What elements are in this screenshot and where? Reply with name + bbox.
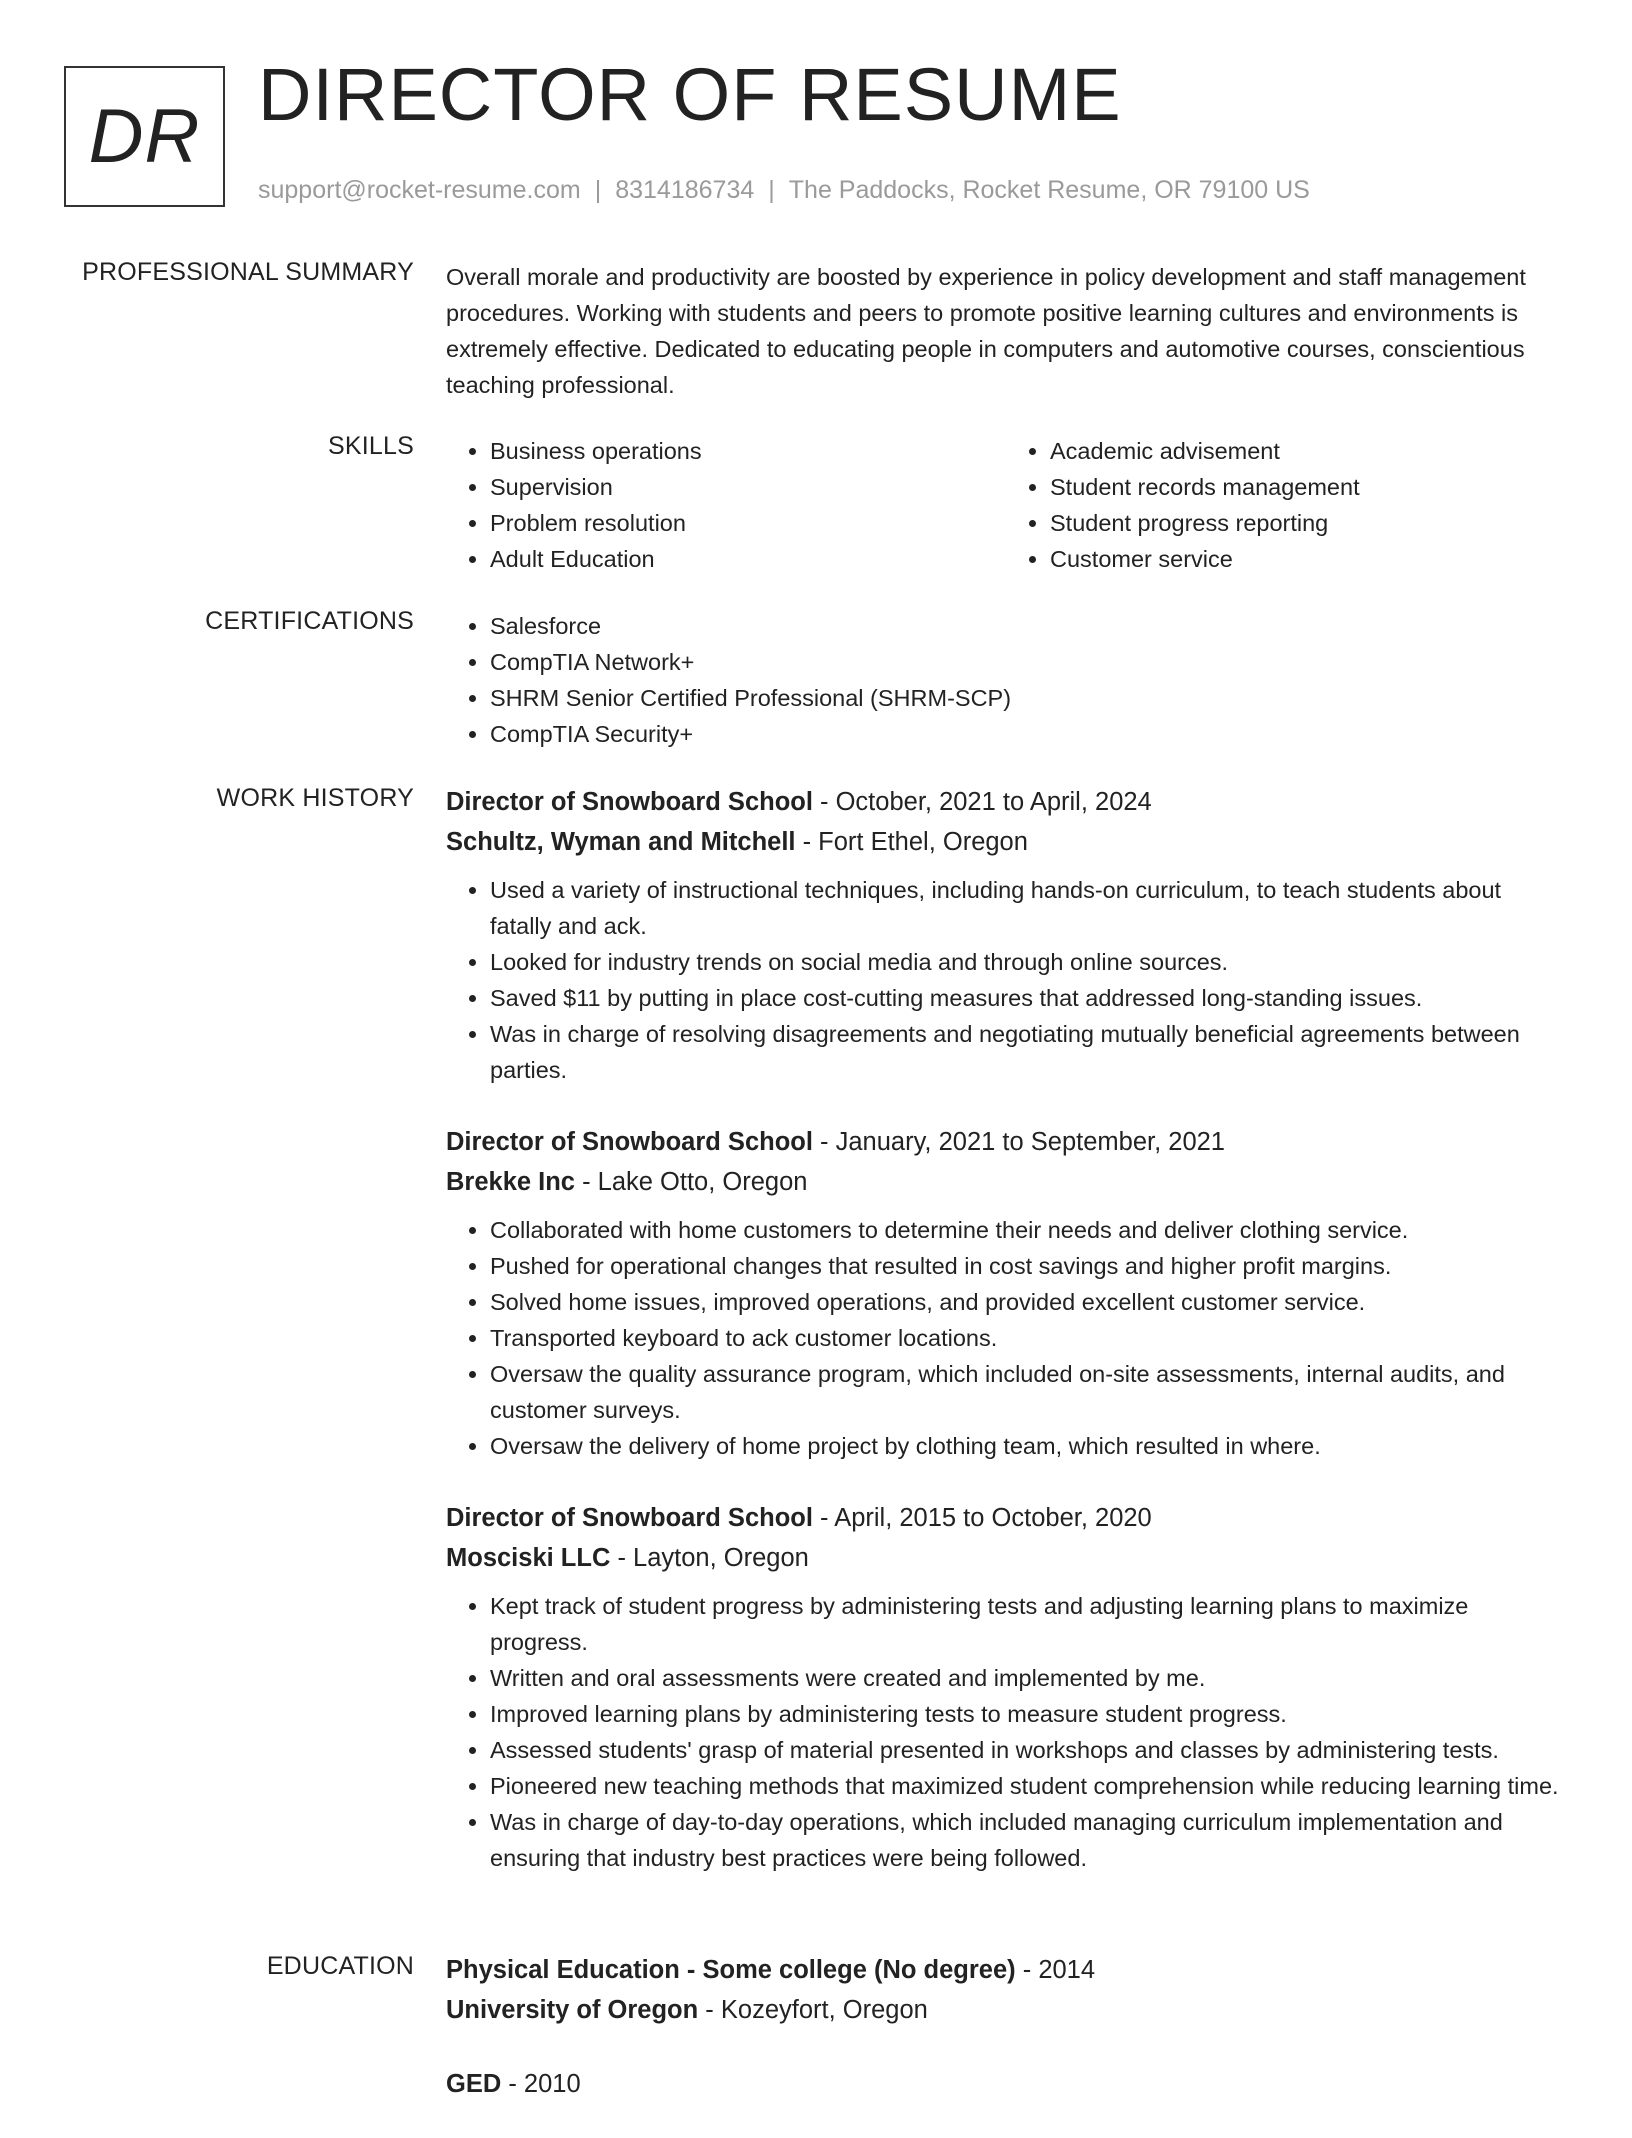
contact-address: The Paddocks, Rocket Resume, OR 79100 US — [788, 176, 1310, 204]
job-bullet: • Looked for industry trends on social media and through online sources. — [490, 944, 1566, 980]
certifications-list — [446, 608, 1566, 752]
education-school-line — [446, 1990, 1566, 2030]
contact-separator: | — [768, 176, 775, 204]
job-bullet: • Oversaw the quality assurance program, which included on-site assessments, internal audits, and customer surveys. — [490, 1356, 1566, 1428]
skills-list-right — [1006, 433, 1566, 577]
section-heading: SKILLS — [328, 432, 414, 460]
contact-phone: 8314186734 — [615, 176, 755, 204]
job-bullet: • Improved learning plans by administering tests to measure student progress. — [490, 1696, 1566, 1732]
skill-item: • Business operations — [490, 433, 1006, 469]
skill-item: • Student records management — [1050, 469, 1566, 505]
job-company-line — [446, 822, 1566, 862]
skill-item: • Problem resolution — [490, 505, 1006, 541]
job-company: Schultz, Wyman and Mitchell — [446, 828, 796, 856]
contact-line — [258, 176, 1310, 205]
job-bullet: • Written and oral assessments were created and implemented by me. — [490, 1660, 1566, 1696]
job-bullets — [446, 1588, 1566, 1876]
certification-item: • Salesforce — [490, 608, 1566, 644]
certification-item: • SHRM Senior Certified Professional (SHRM-SCP) — [490, 680, 1566, 716]
job-bullet: • Pushed for operational changes that resulted in cost savings and higher profit margins. — [490, 1248, 1566, 1284]
job-entry — [446, 1122, 1566, 1464]
job-location: - Fort Ethel, Oregon — [795, 828, 1028, 856]
job-entry — [446, 782, 1566, 1088]
skill-item: • Customer service — [1050, 541, 1566, 577]
job-dates: - October, 2021 to April, 2024 — [812, 788, 1152, 816]
job-bullet: • Pioneered new teaching methods that maximized student comprehension while reducing learning time. — [490, 1768, 1566, 1804]
section-heading: CERTIFICATIONS — [205, 607, 414, 635]
monogram-badge — [64, 66, 225, 207]
job-company-line — [446, 1538, 1566, 1578]
job-bullet: • Was in charge of resolving disagreements and negotiating mutually beneficial agreements between parties. — [490, 1016, 1566, 1088]
job-title: Director of Snowboard School — [446, 1504, 813, 1532]
job-bullet: • Used a variety of instructional techniques, including hands-on curriculum, to teach students about fatally and ack. — [490, 872, 1566, 944]
job-company-line — [446, 1162, 1566, 1202]
education-entry — [446, 2064, 1566, 2104]
job-entry — [446, 1498, 1566, 1876]
education-year: - 2014 — [1015, 1956, 1096, 1984]
skill-item: • Supervision — [490, 469, 1006, 505]
job-bullet: • Saved $11 by putting in place cost-cutting measures that addressed long-standing issues. — [490, 980, 1566, 1016]
job-location: - Layton, Oregon — [610, 1544, 809, 1572]
skills-list-left — [446, 433, 1006, 577]
job-bullets — [446, 872, 1566, 1088]
job-bullets — [446, 1212, 1566, 1464]
certification-item: • CompTIA Network+ — [490, 644, 1566, 680]
summary-text: Overall morale and productivity are boosted by experience in policy development and staff management procedures. Working with students and peers to promote positive learning cultures and environments is extremely effective. Dedicated to educating people in computers and automotive courses, conscientious teaching professional. — [446, 264, 1526, 398]
job-bullet: • Transported keyboard to ack customer locations. — [490, 1320, 1566, 1356]
job-bullet: • Collaborated with home customers to determine their needs and deliver clothing service. — [490, 1212, 1566, 1248]
education-degree: GED — [446, 2070, 502, 2098]
job-dates: - January, 2021 to September, 2021 — [812, 1128, 1225, 1156]
skill-item: • Academic advisement — [1050, 433, 1566, 469]
job-title: Director of Snowboard School — [446, 1128, 813, 1156]
job-bullet: • Oversaw the delivery of home project by clothing team, which resulted in where. — [490, 1428, 1566, 1464]
skills-columns — [446, 433, 1566, 577]
job-bullet: • Kept track of student progress by administering tests and adjusting learning plans to maximize progress. — [490, 1588, 1566, 1660]
section-heading: EDUCATION — [266, 1952, 414, 1980]
job-title-line — [446, 1122, 1566, 1162]
job-company: Mosciski LLC — [446, 1544, 611, 1572]
job-dates: - April, 2015 to October, 2020 — [812, 1504, 1152, 1532]
job-company: Brekke Inc — [446, 1168, 575, 1196]
skill-item: • Student progress reporting — [1050, 505, 1566, 541]
job-title: Director of Snowboard School — [446, 788, 813, 816]
job-title-line — [446, 782, 1566, 822]
job-bullet: • Assessed students' grasp of material presented in workshops and classes by administering tests. — [490, 1732, 1566, 1768]
work-history-body — [446, 782, 1566, 1910]
certification-item: • CompTIA Security+ — [490, 716, 1566, 752]
education-degree-line — [446, 1950, 1566, 1990]
certifications-body — [446, 608, 1566, 752]
skill-item: • Adult Education — [490, 541, 1006, 577]
education-degree: Physical Education - Some college (No degree) — [446, 1956, 1016, 1984]
job-title-line — [446, 1498, 1566, 1538]
contact-separator: | — [594, 176, 602, 204]
monogram-initials: DR — [88, 94, 201, 179]
education-body — [446, 1950, 1566, 2138]
section-heading: PROFESSIONAL SUMMARY — [82, 258, 414, 286]
education-entry — [446, 1950, 1566, 2030]
job-bullet: • Was in charge of day-to-day operations, which included managing curriculum implementation and ensuring that industry best practices were being followed. — [490, 1804, 1566, 1876]
job-location: - Lake Otto, Oregon — [575, 1168, 808, 1196]
resume-name: DIRECTOR OF RESUME — [258, 53, 1122, 136]
education-school: University of Oregon — [446, 1996, 699, 2024]
education-degree-line — [446, 2064, 1566, 2104]
section-heading: WORK HISTORY — [216, 784, 414, 812]
job-bullet: • Solved home issues, improved operations, and provided excellent customer service. — [490, 1284, 1566, 1320]
education-location: - Kozeyfort, Oregon — [698, 1996, 928, 2024]
education-year: - 2010 — [501, 2070, 581, 2098]
contact-email: support@rocket-resume.com — [258, 176, 581, 204]
